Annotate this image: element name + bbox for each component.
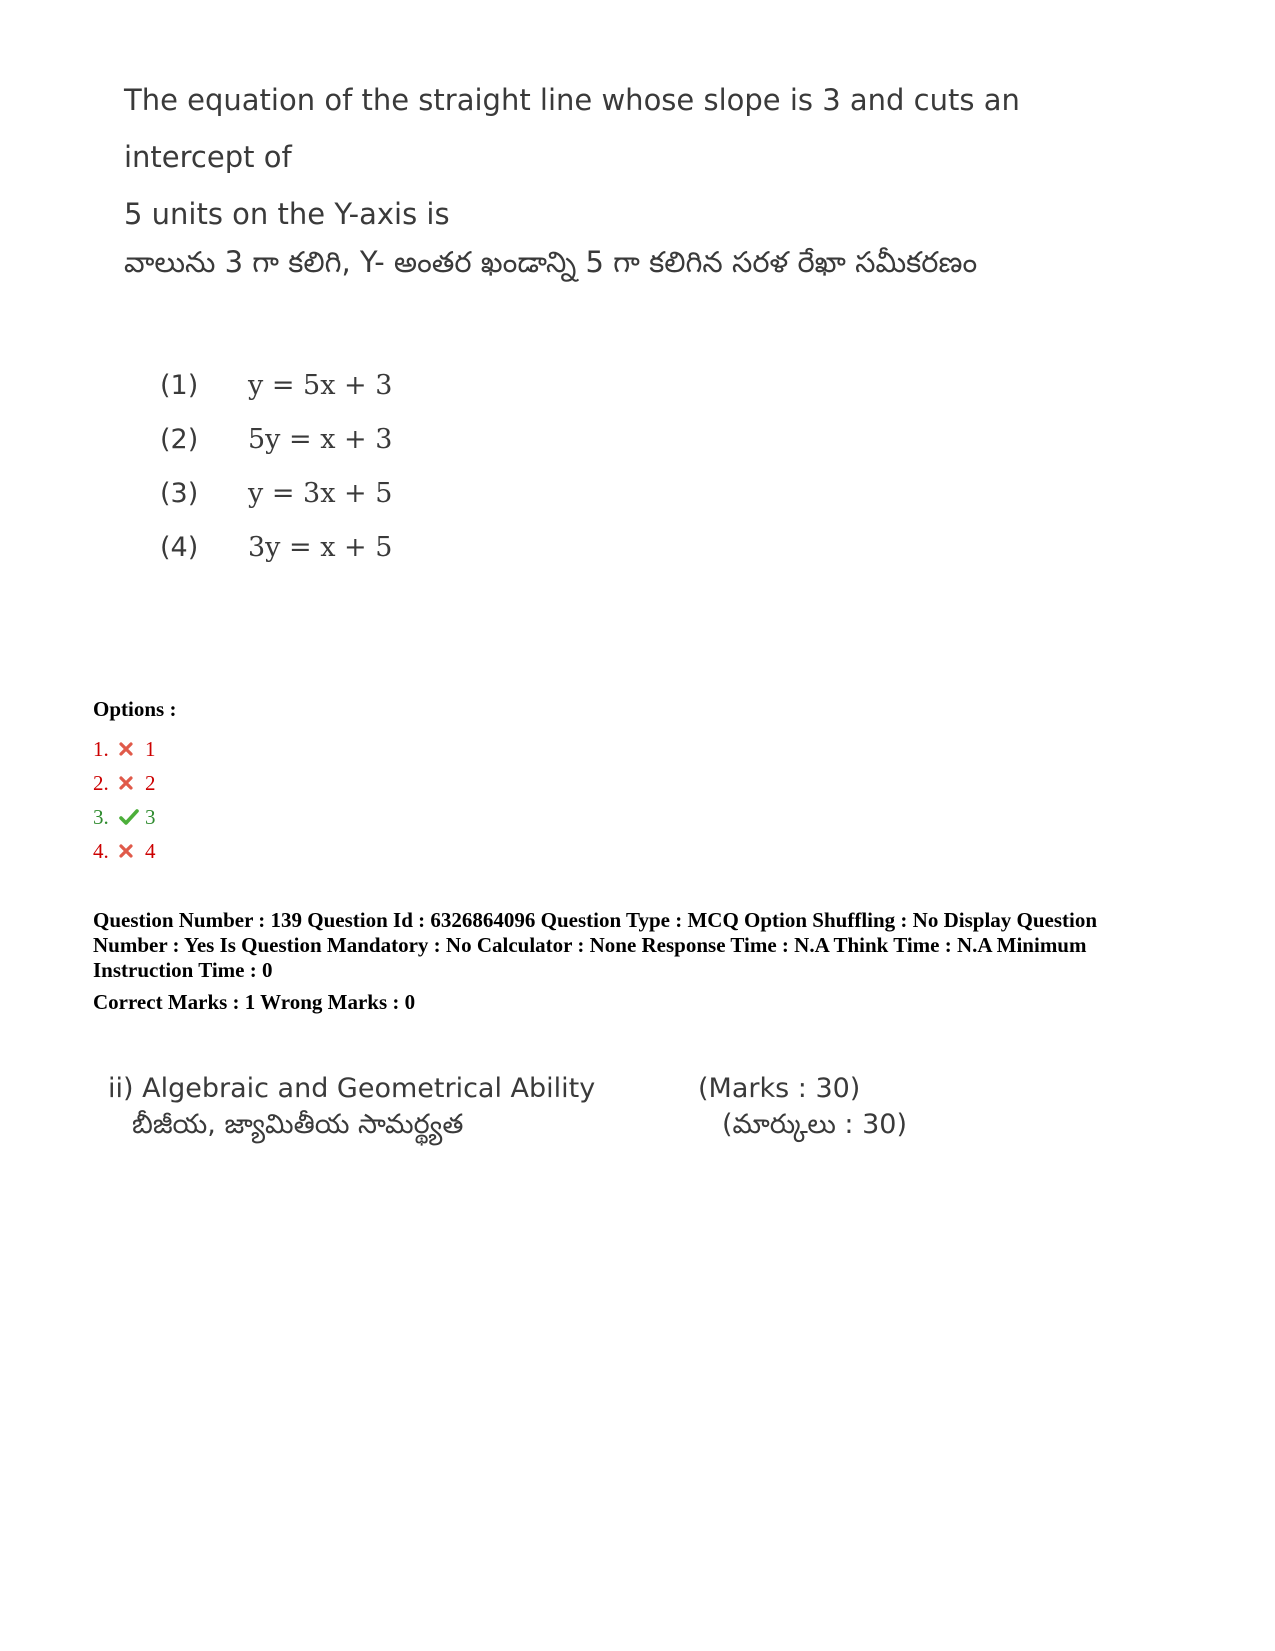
marks-info: Correct Marks : 1 Wrong Marks : 0 (93, 990, 416, 1014)
option-item-2 (93, 766, 156, 800)
choice-2 (160, 412, 392, 466)
option-value: 1 (145, 736, 156, 761)
question-text-telugu: వాలును 3 గా కలిగి, Y- అంతర ఖండాన్ని 5 గా కలిగిన సరళ రేఖా సమీకరణం (124, 245, 978, 279)
cross-icon (119, 776, 145, 790)
option-index: 1. (93, 736, 109, 761)
option-value: 3 (145, 804, 156, 829)
cross-icon (119, 742, 145, 756)
question-line-1: The equation of the straight line whose slope is 3 and cuts an intercept of (124, 83, 1020, 174)
option-value: 2 (145, 770, 156, 795)
section-marks-telugu: (మార్కులు : 30) (722, 1109, 907, 1140)
section-title-telugu: బీజీయ, జ్యామితీయ సామర్థ్యత (132, 1109, 464, 1140)
choice-1 (160, 358, 392, 412)
section-row-english (108, 1068, 1008, 1108)
metadata-line-1: Question Number : 139 Question Id : 6326864096 Question Type : MCQ Option Shuffling : No Display Question (93, 908, 1098, 932)
choice-equation: y = 5x + 3 (248, 369, 393, 401)
option-index: 4. (93, 838, 109, 863)
options-heading: Options : (93, 697, 177, 721)
check-icon (119, 809, 145, 825)
choice-equation: y = 3x + 5 (248, 477, 393, 509)
choice-3 (160, 466, 392, 520)
choice-number: (3) (160, 477, 199, 509)
choice-number: (2) (160, 423, 199, 455)
option-index: 2. (93, 770, 109, 795)
question-text-english (124, 72, 1124, 243)
option-item-1 (93, 732, 156, 766)
question-metadata (93, 908, 1203, 983)
choice-number: (4) (160, 531, 199, 563)
option-item-4 (93, 834, 156, 868)
metadata-line-3: Instruction Time : 0 (93, 958, 273, 982)
metadata-line-2: Number : Yes Is Question Mandatory : No Calculator : None Response Time : N.A Think Time : N.A Minimum (93, 933, 1087, 957)
section-title-english: ii) Algebraic and Geometrical Ability (108, 1072, 596, 1104)
option-value: 4 (145, 838, 156, 863)
section-header (108, 1068, 1008, 1148)
answer-choices (160, 358, 392, 574)
question-line-2: 5 units on the Y-axis is (124, 197, 450, 231)
choice-number: (1) (160, 369, 199, 401)
section-row-telugu (108, 1108, 1008, 1148)
choice-equation: 5y = x + 3 (248, 423, 393, 455)
option-index: 3. (93, 804, 109, 829)
section-marks-english: (Marks : 30) (698, 1072, 861, 1104)
cross-icon (119, 844, 145, 858)
options-list (93, 732, 156, 868)
choice-equation: 3y = x + 5 (248, 531, 393, 563)
choice-4 (160, 520, 392, 574)
option-item-3 (93, 800, 156, 834)
